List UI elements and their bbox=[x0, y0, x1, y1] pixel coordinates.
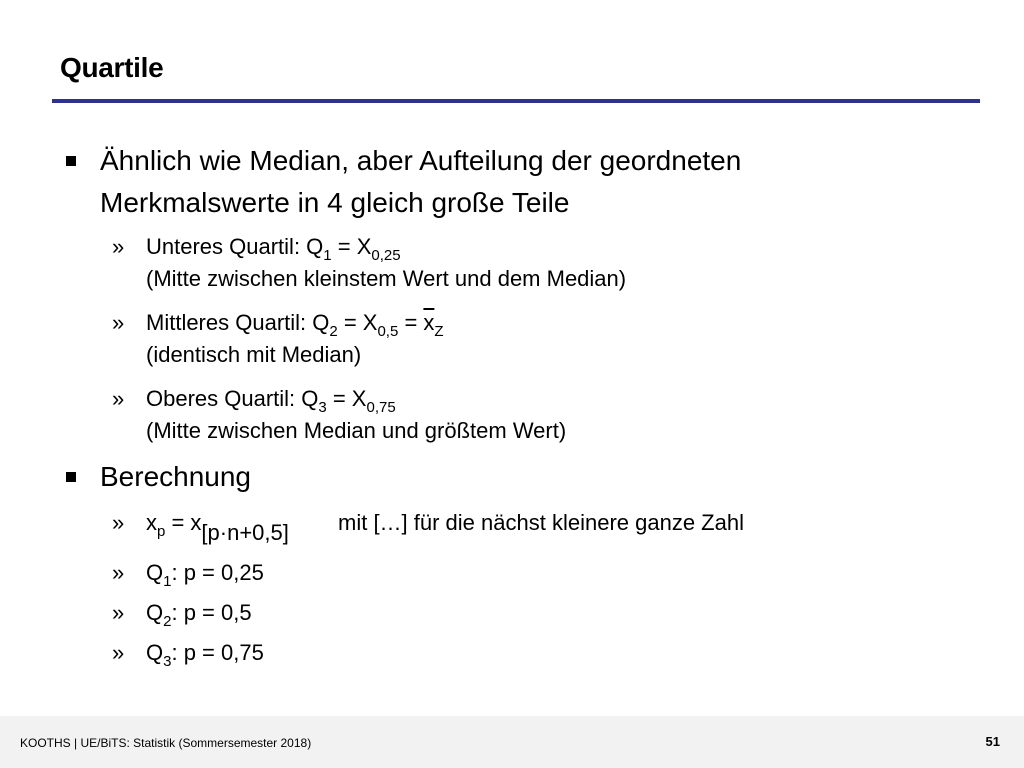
raquo-icon: » bbox=[112, 510, 125, 535]
footer-bar bbox=[0, 716, 1024, 768]
bullet-2-line-1: Berechnung bbox=[100, 461, 252, 492]
raquo-icon: » bbox=[112, 234, 125, 259]
upper-quartile-formula: Oberes Quartil: $Q_3 = X_{0,75}$ bbox=[146, 386, 396, 416]
raquo-icon: » bbox=[112, 640, 125, 665]
bullet-1-line-1: Ähnlich wie Median, aber Aufteilung der geordneten bbox=[100, 145, 742, 176]
bullet-1-line-2: Merkmalswerte in 4 gleich große Teile bbox=[100, 187, 570, 218]
q2-definition: $Q_2$: p = 0,5 bbox=[146, 600, 252, 630]
quantile-formula-note: mit […] für die nächst kleinere ganze Zahl bbox=[338, 510, 744, 535]
raquo-icon: » bbox=[112, 600, 125, 625]
raquo-icon: » bbox=[112, 386, 125, 411]
slide-title: Quartile bbox=[60, 52, 164, 83]
quantile-formula: $x_p = x[p\cdot n+0,5]$ bbox=[146, 510, 289, 545]
middle-quartile-note: (identisch mit Median) bbox=[146, 342, 362, 367]
footer-course-info: KOOTHS | UE/BiTS: Statistik (Sommersemester 2018) bbox=[20, 736, 312, 750]
middle-quartile-formula: Mittleres Quartil: $Q_2 = X_{0,5} = \overline{x}_Z$ bbox=[146, 310, 444, 340]
raquo-icon: » bbox=[112, 560, 125, 585]
lower-quartile-note: (Mitte zwischen kleinstem Wert und dem Median) bbox=[146, 266, 627, 291]
lower-quartile-formula: Unteres Quartil: $Q_1 = X_{0,25}$ bbox=[146, 234, 401, 264]
q3-definition: $Q_3$: p = 0,75 bbox=[146, 640, 264, 670]
upper-quartile-note: (Mitte zwischen Median und größtem Wert) bbox=[146, 418, 567, 443]
page-number: 51 bbox=[985, 734, 1000, 749]
square-bullet-icon bbox=[66, 472, 76, 482]
raquo-icon: » bbox=[112, 310, 125, 335]
square-bullet-icon bbox=[66, 156, 76, 166]
q1-definition: $Q_1$: p = 0,25 bbox=[146, 560, 264, 590]
